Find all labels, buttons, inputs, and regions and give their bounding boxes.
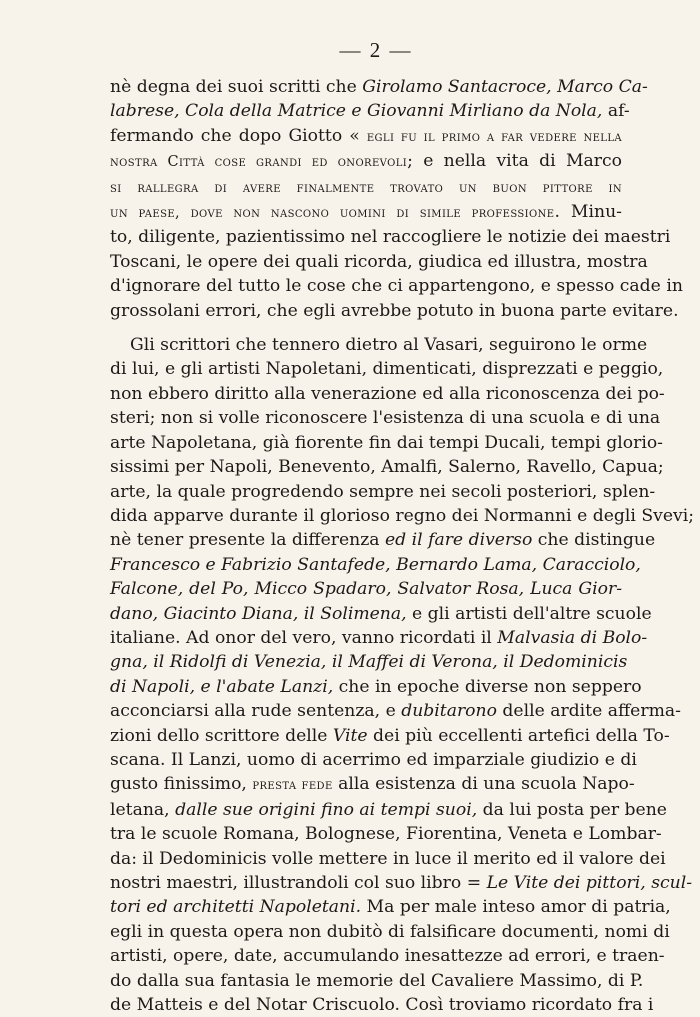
text-segment: non ebbero diritto alla venerazione ed alla riconoscenza dei po- — [110, 383, 665, 404]
small-caps-text: egli fu il primo a far vedere nella — [366, 128, 622, 145]
text-segment: egli in questa opera non dubitò di falsificare documenti, nomi di — [110, 921, 670, 942]
text-segment: do dalla sua fantasia le memorie del Cavaliere Massimo, di P. — [110, 970, 644, 991]
italic-text: gna, il Ridolfi di Venezia, il Maffei di Verona, il Dedominicis — [110, 652, 628, 673]
text-line — [110, 333, 648, 357]
text-line — [110, 455, 664, 479]
text-segment: d'ignorare del tutto le cose che ci appartengono, e spesso cade in — [110, 276, 683, 297]
text-line — [110, 528, 656, 552]
text-segment: Ma per male inteso amor di patria, — [361, 897, 671, 918]
text-segment: nè tener presente la differenza — [110, 530, 386, 551]
text-line — [110, 431, 663, 455]
text-line — [110, 299, 679, 323]
text-segment: dida apparve durante il glorioso regno dei Normanni e degli Svevi; — [110, 505, 694, 526]
text-segment: arte, la quale progredendo sempre nei secoli posteriori, splen- — [110, 481, 656, 502]
text-line — [110, 699, 681, 723]
text-segment: e gli artisti dell'altre scuole — [406, 603, 652, 624]
italic-text: Malvasia di Bolo- — [497, 627, 648, 648]
text-segment: zioni dello scrittore delle — [110, 725, 333, 746]
text-segment: dei più eccellenti artefici della To- — [367, 725, 670, 746]
small-caps-text: un paese, dove non nascono uomini di simile professione — [110, 205, 555, 222]
italic-text: Francesco e Fabrizio Santafede, Bernardo Lama, Caracciolo, — [110, 554, 641, 575]
text-line — [110, 553, 641, 577]
text-line — [110, 382, 665, 406]
text-line — [110, 969, 644, 993]
text-segment: nostri maestri, illustrandoli col suo libro = — [110, 873, 487, 893]
text-segment: letana, — [110, 799, 176, 820]
text-line — [110, 748, 637, 772]
italic-text: Le Vite dei pittori, scul- — [486, 873, 693, 893]
text-line — [110, 480, 656, 504]
italic-text: dano, Giacinto Diana, il Solimena, — [110, 603, 407, 624]
body-text — [110, 75, 694, 1017]
italic-text: Vite — [332, 725, 368, 746]
text-line — [110, 274, 683, 298]
text-segment: fermando che dopo Giotto « — [110, 125, 367, 146]
italic-text: ed il fare diverso — [385, 530, 533, 551]
text-segment: ; e nella vita di Marco — [407, 151, 622, 172]
text-segment: scana. Il Lanzi, uomo di acerrimo ed imparziale giudizio e di — [110, 749, 637, 770]
text-segment: Toscani, le opere dei quali ricorda, giudica ed illustra, mostra — [110, 251, 648, 272]
text-line — [110, 577, 622, 601]
text-line — [110, 772, 635, 797]
text-line — [110, 200, 622, 225]
text-line — [110, 149, 622, 174]
text-line — [110, 225, 671, 249]
page-number: — 2 — — [339, 38, 413, 62]
text-line — [110, 357, 664, 381]
text-line — [110, 920, 670, 944]
small-caps-text: presta fede — [252, 777, 333, 794]
text-segment: af- — [602, 101, 630, 122]
text-segment: che distingue — [532, 530, 656, 551]
italic-text: Falcone, del Po, Micco Spadaro, Salvator Rosa, Luca Gior- — [110, 579, 622, 600]
italic-text: Girolamo Santacroce, Marco Ca- — [362, 77, 648, 97]
text-segment: gusto finissimo, — [110, 774, 253, 795]
text-line — [110, 944, 665, 968]
text-segment: delle ardite afferma- — [496, 701, 681, 722]
text-segment: to, diligente, pazientissimo nel raccogliere le notizie dei maestri — [110, 227, 671, 248]
text-segment: Gli scrittori che tennero dietro al Vasari, seguirono le orme — [130, 335, 648, 356]
text-line — [110, 871, 693, 895]
text-segment: sissimi per Napoli, Benevento, Amalfi, Salerno, Ravello, Capua; — [110, 457, 664, 478]
text-segment: steri; non si volle riconoscere l'esistenza di una scuola e di una — [110, 408, 661, 429]
text-segment: de Matteis e del Notar Criscuolo. Così troviamo ricordato fra i — [110, 995, 654, 1016]
small-caps-text: si rallegra di avere finalmente trovato un buon pittore in — [110, 179, 622, 196]
small-caps-text: nostra Città cose grandi ed onorevoli — [110, 154, 408, 171]
text-line — [110, 724, 670, 748]
italic-text: di Napoli, e l'abate Lanzi, — [110, 676, 334, 697]
text-line — [110, 626, 648, 650]
text-line — [110, 847, 666, 871]
text-segment: grossolani errori, che egli avrebbe potuto in buona parte evitare. — [110, 300, 679, 321]
text-line — [110, 602, 652, 626]
text-line — [110, 504, 694, 528]
text-line — [110, 822, 662, 846]
text-line — [110, 993, 654, 1017]
text-segment: artisti, opere, date, accumulando inesattezze ad errori, e traen- — [110, 946, 665, 967]
text-line — [110, 175, 622, 200]
text-segment: da: il Dedominicis volle mettere in luce il merito ed il valore dei — [110, 848, 666, 869]
italic-text: tori ed architetti Napoletani. — [110, 897, 362, 918]
text-line — [110, 650, 628, 674]
text-line — [110, 99, 630, 123]
text-segment: alla esistenza di una scuola Napo- — [332, 774, 635, 795]
text-line — [110, 75, 648, 99]
text-line — [110, 250, 648, 274]
text-segment: che in epoche diverse non seppero — [333, 676, 642, 697]
text-line — [110, 124, 622, 149]
text-segment: arte Napoletana, già fiorente fin dai tempi Ducali, tempi glorio- — [110, 432, 663, 453]
italic-text: dubitarono — [401, 701, 497, 722]
text-segment: acconciarsi alla rude sentenza, e — [110, 701, 402, 722]
text-segment: . Minu- — [554, 202, 622, 223]
text-segment: di lui, e gli artisti Napoletani, dimenticati, disprezzati e peggio, — [110, 359, 664, 380]
text-segment: italiane. Ad onor del vero, vanno ricordati il — [110, 627, 498, 648]
text-line — [110, 406, 661, 430]
text-segment: nè degna dei suoi scritti che — [110, 77, 363, 97]
text-line — [110, 798, 667, 822]
italic-text: dalle sue origini fino ai tempi suoi, — [175, 799, 478, 820]
text-line — [110, 675, 642, 699]
text-segment: tra le scuole Romana, Bolognese, Fiorentina, Veneta e Lombar- — [110, 824, 662, 845]
text-segment: da lui posta per bene — [477, 799, 667, 820]
text-line — [110, 895, 671, 919]
italic-text: labrese, Cola della Matrice e Giovanni Mirliano da Nola, — [110, 101, 603, 122]
